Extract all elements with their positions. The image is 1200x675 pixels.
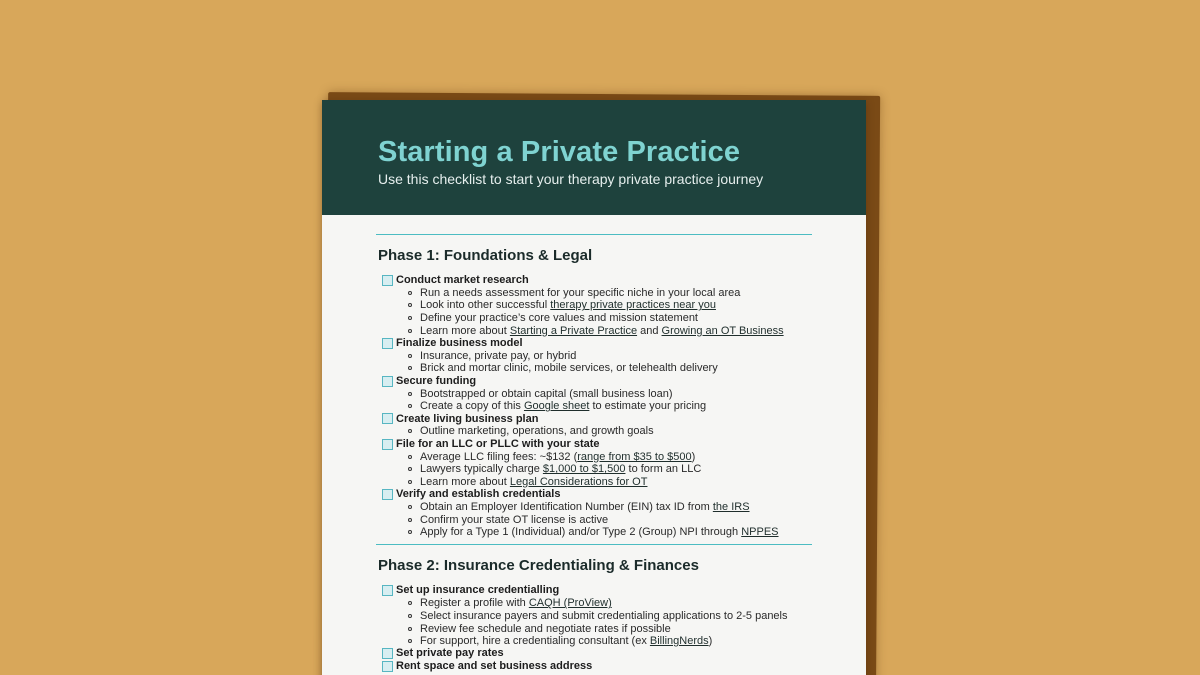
resource-link[interactable]: the IRS [712,500,750,513]
subtask-list [382,350,812,375]
subtask-item [408,610,812,623]
subtask-text-segment: Obtain an Employer Identification Number (EIN) tax ID from [420,500,713,513]
bullet-icon [408,455,412,459]
subtask-text-segment: Define your practice’s core values and mission statement [420,312,698,325]
bullet-icon [408,429,412,433]
subtask-text [420,623,671,635]
bullet-icon [408,316,412,320]
bullet-icon [408,614,412,618]
task-row [382,647,812,660]
resource-link[interactable]: range from $35 to $500 [577,450,692,463]
subtask-text [420,400,706,412]
subtask-text [420,476,647,488]
subtask-text-segment: Bootstrapped or obtain capital (small business loan) [420,387,673,400]
task-row [382,274,812,287]
task-title: Verify and establish credentials [396,488,561,501]
checklist-task [382,274,812,337]
section-divider [376,544,812,545]
subtask-text-segment: Create a copy of this [420,400,524,413]
subtask-text-segment: ) [708,635,713,648]
resource-link[interactable]: NPPES [741,526,779,539]
subtask-item [408,463,812,476]
task-title: File for an LLC or PLLC with your state [396,437,600,450]
subtask-text-segment: Run a needs assessment for your specific niche in your local area [420,286,741,299]
subtask-item [408,299,812,312]
checklist-document [322,100,866,675]
subtask-text-segment: Register a profile with [420,597,529,610]
bullet-icon [408,480,412,484]
task-row [382,660,812,673]
subtask-item [408,450,812,463]
subtask-text [420,501,750,513]
task-title: Rent space and set business address [396,660,593,673]
subtask-item [408,597,812,610]
bullet-icon [408,530,412,534]
resource-link[interactable]: Growing an OT Business [661,324,784,337]
phase-heading: Phase 2: Insurance Credentialing & Finances [378,557,699,575]
checklist-task [382,375,812,413]
subtask-item [408,622,812,635]
checklist-task [382,584,812,647]
bullet-icon [408,291,412,295]
subtask-item [408,387,812,400]
subtask-text [420,388,673,400]
subtask-item [408,526,812,539]
subtask-item [408,476,812,489]
subtask-list [382,425,812,438]
subtask-item [408,635,812,648]
document-header [322,100,866,215]
bullet-icon [408,392,412,396]
task-title: Set up insurance credentialling [396,584,560,597]
task-title: Finalize business model [396,336,523,349]
task-row [382,488,812,501]
task-checkbox[interactable] [382,413,393,424]
bullet-icon [408,518,412,522]
checklist-task [382,337,812,375]
bullet-icon [408,505,412,509]
checklist-task [382,647,812,660]
task-list [376,274,812,538]
subtask-text [420,597,612,609]
task-title: Secure funding [396,374,477,387]
resource-link[interactable]: BillingNerds [649,635,709,648]
subtask-item [408,324,812,337]
subtask-text-segment: For support, hire a credentialing consultant (ex [420,635,650,648]
subtask-text [420,287,740,299]
checklist-content [322,215,866,673]
task-checkbox[interactable] [382,489,393,500]
bullet-icon [408,329,412,333]
subtask-item [408,350,812,363]
phase-heading: Phase 1: Foundations & Legal [378,247,593,264]
subtask-text [420,312,698,324]
resource-link[interactable]: CAQH (ProView) [528,597,612,610]
subtask-text [420,325,784,337]
subtask-item [408,501,812,514]
task-title: Conduct market research [396,274,529,286]
subtask-text [420,451,695,463]
task-checkbox[interactable] [382,275,393,286]
subtask-text-segment: Learn more about [420,475,510,488]
task-row [382,337,812,350]
task-row [382,413,812,426]
subtask-text-segment: Look into other successful [420,299,551,312]
subtask-item [408,312,812,325]
subtask-list [382,387,812,412]
subtask-text [420,610,788,622]
subtask-text [420,526,779,538]
subtask-item [408,400,812,413]
subtask-list [382,450,812,488]
subtask-text-segment: Confirm your state OT license is active [420,513,609,526]
task-title: Create living business plan [396,412,539,425]
task-checkbox[interactable] [382,648,393,659]
task-checkbox[interactable] [382,585,393,596]
subtask-text [420,463,701,475]
task-row [382,375,812,388]
section-divider [376,234,812,235]
bullet-icon [408,639,412,643]
subtask-text-segment: to form an LLC [625,463,702,476]
task-checkbox[interactable] [382,338,393,349]
subtask-list [382,597,812,647]
document-subtitle: Use this checklist to start your therapy private practice journey [378,171,764,187]
bullet-icon [408,366,412,370]
task-list [376,584,812,672]
subtask-text-segment: Brick and mortar clinic, mobile services, or telehealth delivery [420,362,718,375]
subtask-item [408,287,812,300]
subtask-item [408,362,812,375]
task-checkbox[interactable] [382,661,393,672]
task-title: Set private pay rates [396,647,504,660]
subtask-text-segment: and [637,324,662,337]
subtask-text-segment: Outline marketing, operations, and growth goals [420,425,654,438]
bullet-icon [408,354,412,358]
checklist-task [382,438,812,488]
bullet-icon [408,601,412,605]
subtask-text-segment: to estimate your pricing [589,400,707,413]
subtask-text-segment: Select insurance payers and submit credentialing applications to 2-5 panels [420,609,788,622]
bullet-icon [408,303,412,307]
document-title: Starting a Private Practice [378,136,741,168]
task-checkbox[interactable] [382,376,393,387]
resource-link[interactable]: Starting a Private Practice [509,324,638,337]
task-checkbox[interactable] [382,439,393,450]
resource-link[interactable]: Legal Considerations for OT [509,475,648,488]
subtask-text [420,425,654,437]
checklist-task [382,488,812,538]
subtask-text-segment: Lawyers typically charge [420,463,543,476]
subtask-text-segment: Apply for a Type 1 (Individual) and/or Type 2 (Group) NPI through [420,526,742,539]
bullet-icon [408,467,412,471]
subtask-text [420,362,718,374]
resource-link[interactable]: therapy private practices near you [550,299,716,312]
subtask-text-segment: Review fee schedule and negotiate rates if possible [420,622,671,635]
checklist-task [382,413,812,438]
subtask-text-segment: Insurance, private pay, or hybrid [420,349,577,362]
subtask-text [420,350,576,362]
bullet-icon [408,627,412,631]
subtask-text-segment: ) [691,450,696,463]
resource-link[interactable]: Google sheet [523,400,590,413]
subtask-text-segment: Average LLC filing fees: ~$132 ( [420,450,578,463]
bullet-icon [408,404,412,408]
subtask-text [420,514,608,526]
checklist-task [382,660,812,673]
subtask-text [420,299,716,311]
task-row [382,584,812,597]
subtask-text-segment: Learn more about [420,324,510,337]
subtask-item [408,425,812,438]
resource-link[interactable]: $1,000 to $1,500 [542,463,626,476]
subtask-list [382,501,812,539]
subtask-item [408,513,812,526]
subtask-text [420,635,712,647]
subtask-list [382,287,812,337]
task-row [382,438,812,451]
